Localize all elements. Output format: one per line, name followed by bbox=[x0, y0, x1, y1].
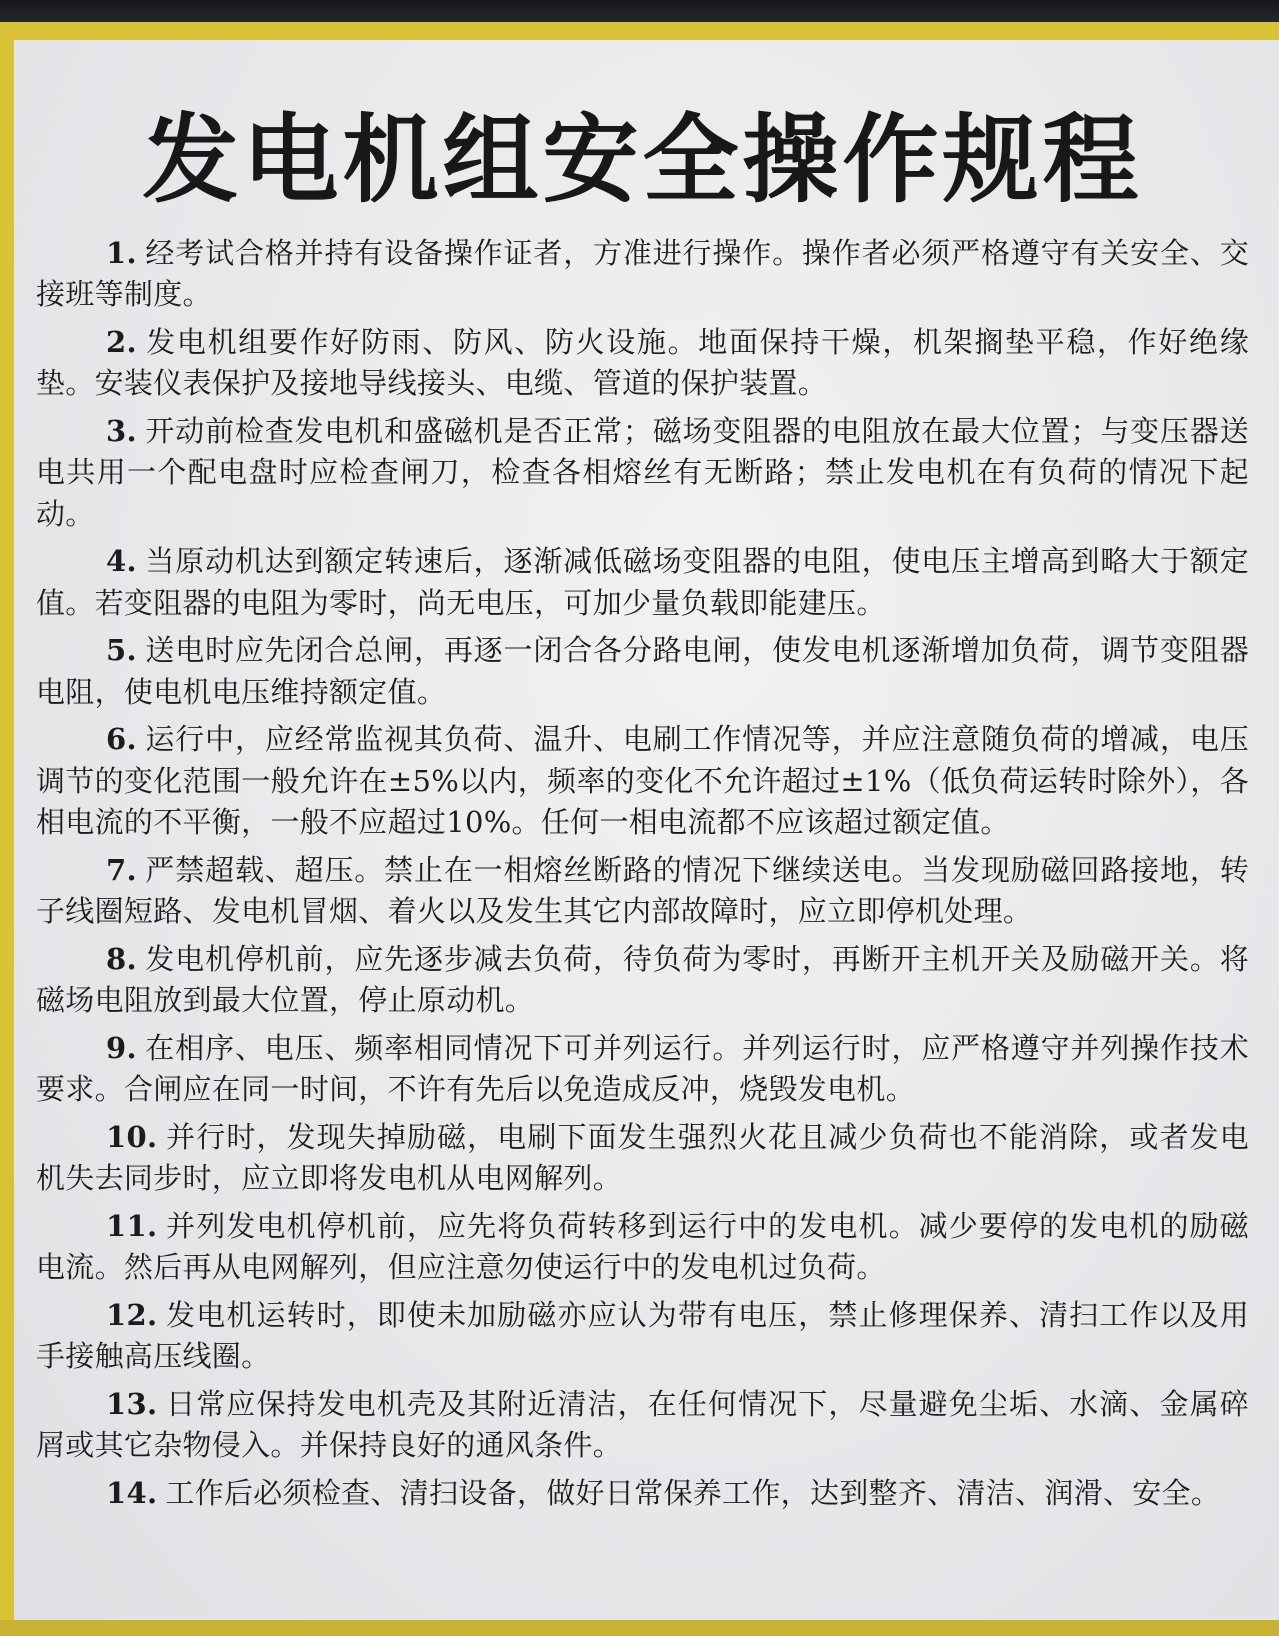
rule-number: 3. bbox=[106, 413, 137, 448]
sign-board-frame bbox=[0, 22, 1279, 1636]
rule-text: 工作后必须检查、清扫设备，做好日常保养工作，达到整齐、清洁、润滑、安全。 bbox=[165, 1475, 1221, 1510]
rule-3 bbox=[36, 411, 1249, 536]
rule-number: 4. bbox=[106, 544, 137, 579]
rule-number: 9. bbox=[106, 1030, 137, 1065]
rules-list bbox=[36, 233, 1249, 1515]
rule-12 bbox=[36, 1295, 1249, 1378]
rule-9 bbox=[36, 1028, 1249, 1111]
rule-text: 严禁超载、超压。禁止在一相熔丝断路的情况下继续送电。当发现励磁回路接地，转子线圈短路、发电机冒烟、着火以及发生其它内部故障时，应立即停机处理。 bbox=[36, 852, 1249, 929]
sign-title: 发电机组安全操作规程 bbox=[142, 104, 1143, 216]
rule-text: 在相序、电压、频率相同情况下可并列运行。并列运行时，应严格遵守并列操作技术要求。合闸应在同一时间，不许有先后以免造成反冲，烧毁发电机。 bbox=[36, 1030, 1249, 1107]
rule-text: 经考试合格并持有设备操作证者，方准进行操作。操作者必须严格遵守有关安全、交接班等制度。 bbox=[36, 235, 1249, 312]
rule-text: 日常应保持发电机壳及其附近清洁，在任何情况下，尽量避免尘垢、水滴、金属碎屑或其它杂物侵入。并保持良好的通风条件。 bbox=[36, 1386, 1249, 1463]
rule-6 bbox=[36, 719, 1249, 844]
rule-number: 7. bbox=[106, 852, 137, 887]
rule-4 bbox=[36, 541, 1249, 624]
rule-text: 发电机运转时，即使未加励磁亦应认为带有电压，禁止修理保养、清扫工作以及用手接触高压线圈。 bbox=[36, 1297, 1249, 1374]
rule-number: 8. bbox=[106, 941, 137, 976]
rule-14 bbox=[36, 1473, 1249, 1515]
rule-text: 运行中，应经常监视其负荷、温升、电刷工作情况等，并应注意随负荷的增减，电压调节的变化范围一般允许在±5%以内，频率的变化不允许超过±1%（低负荷运转时除外），各相电流的不平衡，一般不应超过10%。任何一相电流都不应该超过额定值。 bbox=[36, 722, 1249, 840]
rule-2 bbox=[36, 322, 1249, 405]
rule-number: 10. bbox=[106, 1119, 158, 1154]
rule-13 bbox=[36, 1384, 1249, 1467]
bottom-frame-edge bbox=[0, 1620, 1279, 1636]
rule-text: 送电时应先闭合总闸，再逐一闭合各分路电闸，使发电机逐渐增加负荷，调节变阻器电阻，使电机电压维持额定值。 bbox=[36, 633, 1249, 709]
rule-number: 1. bbox=[106, 235, 137, 270]
rule-text: 开动前检查发电机和盛磁机是否正常；磁场变阻器的电阻放在最大位置；与变压器送电共用一个配电盘时应检查闸刀，检查各相熔丝有无断路；禁止发电机在有负荷的情况下起动。 bbox=[36, 413, 1249, 531]
rule-text: 发电机组要作好防雨、防风、防火设施。地面保持干燥，机架搁垫平稳，作好绝缘垫。安装仪表保护及接地导线接头、电缆、管道的保护装置。 bbox=[36, 324, 1249, 401]
sign-sheet bbox=[14, 40, 1279, 1636]
rule-number: 12. bbox=[106, 1297, 158, 1332]
rule-number: 11. bbox=[106, 1208, 158, 1243]
rule-number: 5. bbox=[106, 633, 137, 668]
rule-number: 13. bbox=[106, 1386, 158, 1421]
rule-number: 6. bbox=[106, 722, 137, 757]
rule-text: 并列发电机停机前，应先将负荷转移到运行中的发电机。减少要停的发电机的励磁电流。然后再从电网解列，但应注意勿使运行中的发电机过负荷。 bbox=[36, 1208, 1249, 1285]
rule-7 bbox=[36, 850, 1249, 933]
rule-8 bbox=[36, 939, 1249, 1022]
rule-text: 并行时，发现失掉励磁，电刷下面发生强烈火花且减少负荷也不能消除，或者发电机失去同步时，应立即将发电机从电网解列。 bbox=[36, 1119, 1249, 1196]
rule-5 bbox=[36, 630, 1249, 713]
rule-1 bbox=[36, 233, 1249, 316]
rule-number: 14. bbox=[106, 1475, 158, 1510]
rule-11 bbox=[36, 1206, 1249, 1289]
rule-text: 当原动机达到额定转速后，逐渐减低磁场变阻器的电阻，使电压主增高到略大于额定值。若变阻器的电阻为零时，尚无电压，可加少量负载即能建压。 bbox=[36, 544, 1249, 620]
rule-text: 发电机停机前，应先逐步减去负荷，待负荷为零时，再断开主机开关及励磁开关。将磁场电阻放到最大位置，停止原动机。 bbox=[36, 941, 1249, 1018]
rule-number: 2. bbox=[106, 324, 137, 359]
rule-10 bbox=[36, 1117, 1249, 1200]
